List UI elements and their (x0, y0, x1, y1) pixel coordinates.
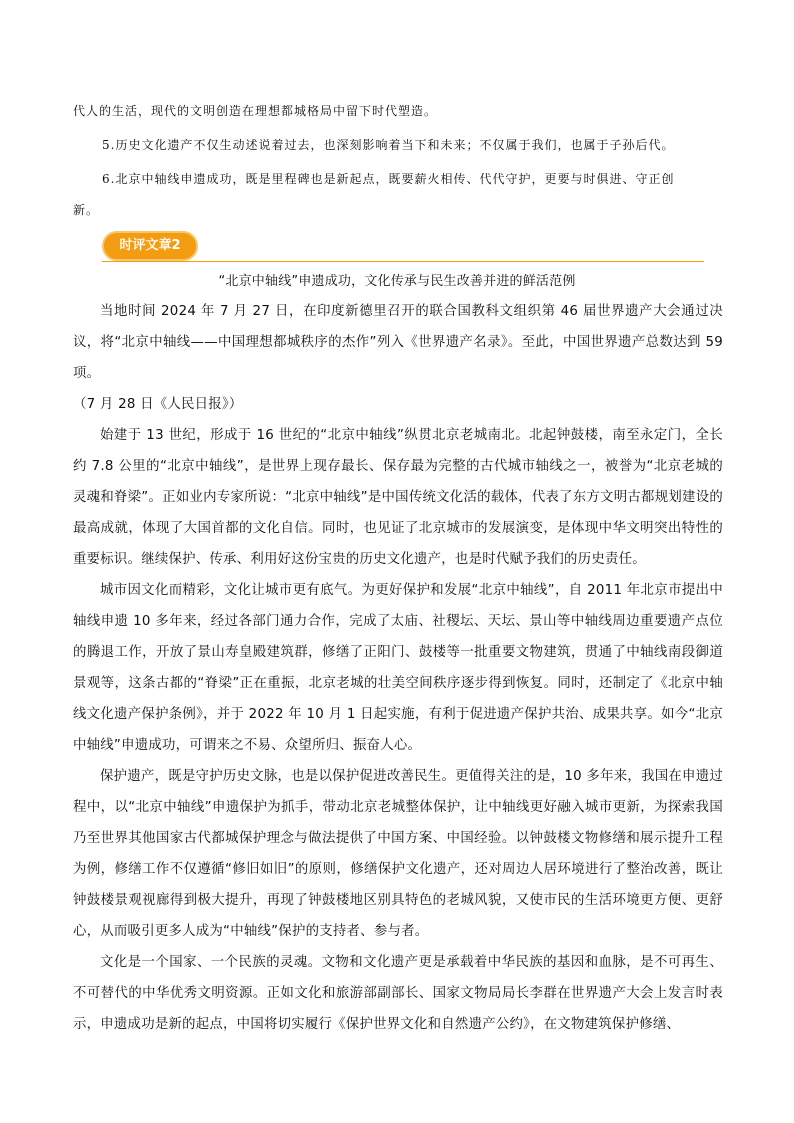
closing-line: 代人的生活，现代的文明创造在理想都城格局中留下时代塑造。 (73, 104, 438, 118)
point-6: 6.北京中轴线申遗成功，既是里程碑也是新起点，既要薪火相传、代代守护，更要与时俱进、守正创 (102, 172, 675, 186)
point-5: 5.历史文化遗产不仅生动述说着过去，也深刻影响着当下和未来；不仅属于我们，也属于子孙后代。 (102, 138, 675, 152)
point-6-continuation: 新。 (73, 203, 100, 217)
paragraph: 当地时间 2024 年 7 月 27 日，在印度新德里召开的联合国教科文组织第 46 届世界遗产大会通过决议，将“北京中轴线——中国理想都城秩序的杰作”列入《世界遗产名录》。至此，中国世界遗产总数达到 59 项。 (73, 304, 723, 381)
section-badge: 时评文章2 (102, 231, 198, 261)
paragraph: 始建于 13 世纪，形成于 16 世纪的“北京中轴线”纵贯北京老城南北。北起钟鼓楼，南至永定门，全长约 7.8 公里的“北京中轴线”，是世界上现存最长、保存最为完整的古代城市轴线之一，被誉为“北京老城的灵魂和脊梁”。正如业内专家所说：“北京中轴线”是中国传统文化活的载体，代表了东方文明古都规划建设的最高成就，体现了大国首都的文化自信。同时，也见证了北京城市的发展演变，是体现中华文明突出特性的重要标识。继续保护、传承、利用好这份宝贵的历史文化遗产，也是时代赋予我们的历史责任。 (73, 428, 723, 567)
article-title: “北京中轴线”申遗成功，文化传承与民生改善并进的鲜活范例 (218, 274, 576, 289)
paragraph: 城市因文化而精彩，文化让城市更有底气。为更好保护和发展“北京中轴线”，自 2011 年北京市提出中轴线申遗 10 多年来，经过各部门通力合作，完成了太庙、社稷坛、天坛、景山等中轴线周边重要遗产点位的腾退工作，开放了景山寿皇殿建筑群，修缮了正阳门、鼓楼等一批重要文物建筑，贯通了中轴线南段御道景观等，这条古都的“脊梁”正在重振，北京老城的壮美空间秩序逐步得到恢复。同时，还制定了《北京中轴线文化遗产保护条例》，并于 2022 年 10 月 1 日起实施，有利于促进遗产保护共治、成果共享。如今“北京中轴线”申遗成功，可谓来之不易、众望所归、振奋人心。 (73, 583, 723, 753)
paragraph: 文化是一个国家、一个民族的灵魂。文物和文化遗产更是承载着中华民族的基因和血脉，是不可再生、不可替代的中华优秀文明资源。正如文化和旅游部副部长、国家文物局局长李群在世界遗产大会上发言时表示，申遗成功是新的起点，中国将切实履行《保护世界文化和自然遗产公约》，在文物建筑保护修缮、 (73, 955, 723, 1032)
section-divider (102, 261, 704, 262)
source-note: （7 月 28 日《人民日报》） (73, 397, 243, 412)
paragraph: 保护遗产，既是守护历史文脉，也是以保护促进改善民生。更值得关注的是，10 多年来，我国在申遗过程中，以“北京中轴线”申遗保护为抓手，带动北京老城整体保护，让中轴线更好融入城市更新，为探索我国乃至世界其他国家古代都城保护理念与做法提供了中国方案、中国经验。以钟鼓楼文物修缮和展示提升工程为例，修缮工作不仅遵循“修旧如旧”的原则，修缮保护文化遗产，还对周边人居环境进行了整治改善，既让钟鼓楼景观视廊得到极大提升，再现了钟鼓楼地区别具特色的老城风貌，又使市民的生活环境更方便、更舒心，从而吸引更多人成为“中轴线”保护的支持者、参与者。 (73, 769, 723, 939)
article-body (73, 296, 723, 1040)
